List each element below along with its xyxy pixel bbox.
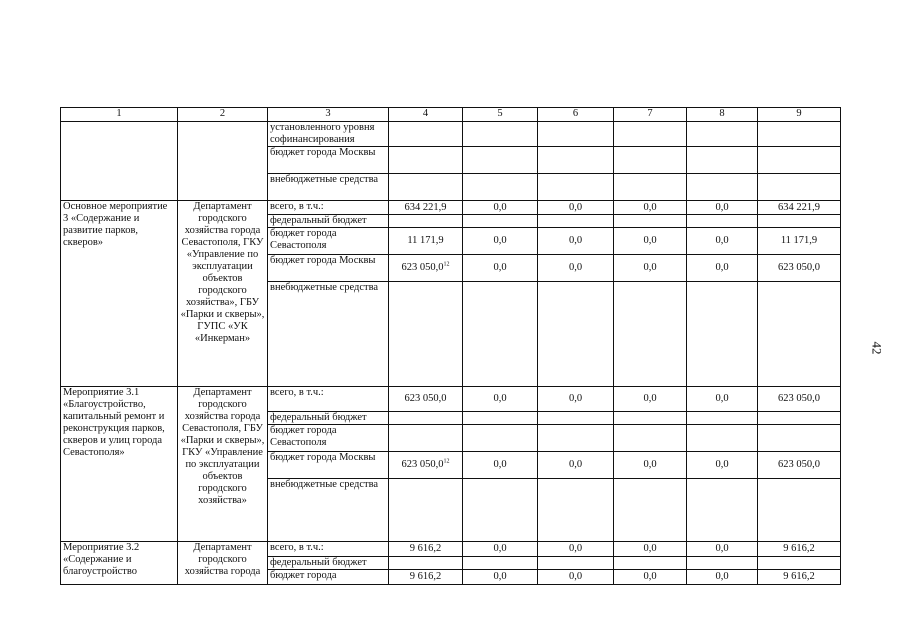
value-cell [614, 570, 687, 585]
funding-source-label: бюджет города Москвы [268, 255, 389, 282]
value-cell [614, 215, 687, 228]
value-text: 0,0 [643, 543, 657, 554]
value-cell [389, 147, 463, 174]
activity-name-cell [61, 122, 178, 201]
value-cell [389, 570, 463, 585]
value-text: 0,0 [568, 235, 583, 246]
value-text: 0,0 [643, 459, 657, 470]
value-cell [538, 452, 614, 479]
value-text: 0,0 [643, 393, 657, 404]
activity-name-cell: Основное мероприятие 3 «Содержание и развитие парков, скверов» [61, 201, 178, 387]
value-cell [389, 542, 463, 557]
value-cell [758, 215, 841, 228]
header-row [61, 108, 841, 122]
value-text: 0,0 [715, 543, 729, 554]
value-cell [463, 122, 538, 147]
value-cell [538, 215, 614, 228]
value-text: 0,0 [493, 201, 507, 213]
value-cell [687, 122, 758, 147]
col-header: 9 [758, 108, 841, 122]
value-cell [389, 412, 463, 425]
funding-source-label: бюджет города [268, 570, 389, 585]
value-cell [614, 122, 687, 147]
value-cell [463, 174, 538, 201]
value-cell [687, 147, 758, 174]
value-cell [758, 412, 841, 425]
value-cell [687, 479, 758, 542]
value-text: 623 050,0 [778, 393, 820, 404]
value-cell [463, 147, 538, 174]
funding-source-label: всего, в т.ч.: [268, 387, 389, 412]
value-cell [538, 147, 614, 174]
value-cell [389, 228, 463, 255]
value-text: 0,0 [715, 571, 729, 582]
value-cell [389, 174, 463, 201]
value-cell [389, 282, 463, 387]
value-cell [538, 255, 614, 282]
funding-source-label: внебюджетные средства [268, 479, 389, 542]
page-number: 42 [869, 341, 885, 355]
value-cell [389, 557, 463, 570]
value-cell [614, 557, 687, 570]
executor-cell: Департамент городского хозяйства города Севастополя, ГКУ «Управление по эксплуатации объектов городского хозяйства», ГБУ «Парки и скверы», ГУПС «УК «Инкерман» [178, 201, 268, 387]
value-cell [687, 412, 758, 425]
value-text: 0,0 [715, 201, 729, 213]
value-cell [463, 570, 538, 585]
funding-source-label: федеральный бюджет [268, 412, 389, 425]
value-cell [538, 412, 614, 425]
value-text: 0,0 [493, 235, 507, 246]
table-row [61, 542, 841, 557]
value-text: 0,0 [568, 459, 583, 470]
value-cell [758, 570, 841, 585]
value-cell [758, 542, 841, 557]
value-cell [758, 452, 841, 479]
value-cell [758, 201, 841, 215]
value-cell [614, 147, 687, 174]
value-cell [463, 215, 538, 228]
col-header: 6 [538, 108, 614, 122]
value-cell [614, 201, 687, 215]
value-text: 9 616,2 [409, 571, 442, 582]
value-cell [463, 255, 538, 282]
value-cell [463, 228, 538, 255]
value-cell [463, 479, 538, 542]
value-text: 0,0 [493, 571, 507, 582]
col-header: 5 [463, 108, 538, 122]
value-text: 623 050,0 [401, 262, 444, 273]
value-cell [758, 387, 841, 412]
value-cell [687, 174, 758, 201]
table-row [61, 201, 841, 215]
value-text: 0,0 [568, 393, 583, 404]
footnote-ref: 12 [443, 458, 450, 465]
value-cell [538, 557, 614, 570]
value-text: 11 171,9 [780, 235, 818, 246]
col-header: 4 [389, 108, 463, 122]
activity-name-cell: Мероприятие 3.1 «Благоустройство, капитальный ремонт и реконструкция парков, скверов и улиц города Севастополя» [61, 387, 178, 542]
value-cell [614, 425, 687, 452]
funding-source-label: установленного уровня софинансирования [268, 122, 389, 147]
value-text: 634 221,9 [404, 201, 447, 213]
funding-source-label: внебюджетные средства [268, 174, 389, 201]
value-cell [538, 479, 614, 542]
executor-cell: Департамент городского хозяйства города Севастополя, ГБУ «Парки и скверы», ГКУ «Управление по эксплуатации объектов городского хозяйства» [178, 387, 268, 542]
value-text: 0,0 [715, 262, 729, 273]
value-text: 11 171,9 [407, 235, 444, 246]
value-cell [389, 479, 463, 542]
value-cell [538, 542, 614, 557]
value-cell [463, 542, 538, 557]
value-cell [538, 570, 614, 585]
col-header: 8 [687, 108, 758, 122]
funding-source-label: внебюджетные средства [268, 282, 389, 387]
value-text: 0,0 [493, 393, 507, 404]
value-cell [463, 282, 538, 387]
value-cell [463, 557, 538, 570]
value-cell [614, 387, 687, 412]
value-cell [687, 201, 758, 215]
value-cell [687, 228, 758, 255]
funding-source-label: федеральный бюджет [268, 557, 389, 570]
value-cell [758, 425, 841, 452]
value-cell [614, 174, 687, 201]
value-cell [758, 282, 841, 387]
value-cell [758, 255, 841, 282]
funding-source-label: бюджет города Севастополя [268, 425, 389, 452]
value-cell [614, 282, 687, 387]
value-cell [389, 387, 463, 412]
value-cell [463, 452, 538, 479]
executor-cell: Департамент городского хозяйства города [178, 542, 268, 585]
value-cell [389, 255, 463, 282]
value-cell [538, 387, 614, 412]
value-text: 0,0 [568, 543, 583, 554]
funding-source-label: федеральный бюджет [268, 215, 389, 228]
value-text: 0,0 [715, 393, 729, 404]
value-cell [538, 228, 614, 255]
value-text: 623 050,0 [778, 459, 820, 470]
value-text: 0,0 [568, 262, 583, 273]
value-cell [389, 215, 463, 228]
executor-cell [178, 122, 268, 201]
value-text: 0,0 [643, 262, 657, 273]
value-cell [687, 425, 758, 452]
value-cell [687, 557, 758, 570]
value-cell [687, 570, 758, 585]
value-text: 0,0 [643, 571, 657, 582]
value-cell [389, 201, 463, 215]
table-row [61, 387, 841, 412]
value-text: 0,0 [643, 201, 657, 213]
value-cell [687, 542, 758, 557]
value-cell [463, 412, 538, 425]
value-cell [687, 255, 758, 282]
value-text: 0,0 [715, 459, 729, 470]
value-cell [614, 255, 687, 282]
value-text: 623 050,0 [404, 393, 447, 404]
value-cell [538, 174, 614, 201]
value-cell [758, 228, 841, 255]
value-text: 9 616,2 [783, 543, 815, 554]
footnote-ref: 12 [443, 261, 450, 268]
value-cell [389, 425, 463, 452]
value-cell [538, 122, 614, 147]
funding-source-label: бюджет города Севастополя [268, 228, 389, 255]
col-header: 7 [614, 108, 687, 122]
col-header: 1 [61, 108, 178, 122]
value-cell [389, 122, 463, 147]
value-cell [758, 174, 841, 201]
col-header: 3 [268, 108, 389, 122]
value-text: 0,0 [568, 571, 583, 582]
value-text: 0,0 [493, 543, 507, 554]
value-text: 0,0 [568, 201, 583, 213]
value-cell [463, 201, 538, 215]
value-text: 0,0 [493, 459, 507, 470]
funding-source-label: всего, в т.ч.: [268, 201, 389, 215]
value-cell [614, 542, 687, 557]
value-cell [758, 479, 841, 542]
funding-source-label: бюджет города Москвы [268, 452, 389, 479]
value-cell [758, 122, 841, 147]
table-row [61, 122, 841, 147]
activity-name-cell: Мероприятие 3.2 «Содержание и благоустройство [61, 542, 178, 585]
funding-source-label: всего, в т.ч.: [268, 542, 389, 557]
value-cell [538, 282, 614, 387]
value-cell [687, 282, 758, 387]
value-text: 623 050,0 [778, 262, 820, 273]
budget-table [60, 107, 841, 585]
value-cell [463, 387, 538, 412]
value-text: 0,0 [493, 262, 507, 273]
value-text: 634 221,9 [778, 201, 820, 213]
value-text: 0,0 [715, 235, 729, 246]
value-cell [614, 412, 687, 425]
value-cell [687, 452, 758, 479]
funding-source-label: бюджет города Москвы [268, 147, 389, 174]
value-cell [463, 425, 538, 452]
col-header: 2 [178, 108, 268, 122]
value-cell [687, 387, 758, 412]
value-cell [758, 147, 841, 174]
value-text: 9 616,2 [783, 571, 815, 582]
value-cell [538, 201, 614, 215]
value-cell [758, 557, 841, 570]
value-cell [614, 452, 687, 479]
value-text: 9 616,2 [409, 543, 442, 554]
value-text: 623 050,0 [401, 459, 444, 470]
value-cell [538, 425, 614, 452]
value-cell [687, 215, 758, 228]
value-cell [614, 479, 687, 542]
value-cell [614, 228, 687, 255]
value-text: 0,0 [643, 235, 657, 246]
value-cell [389, 452, 463, 479]
